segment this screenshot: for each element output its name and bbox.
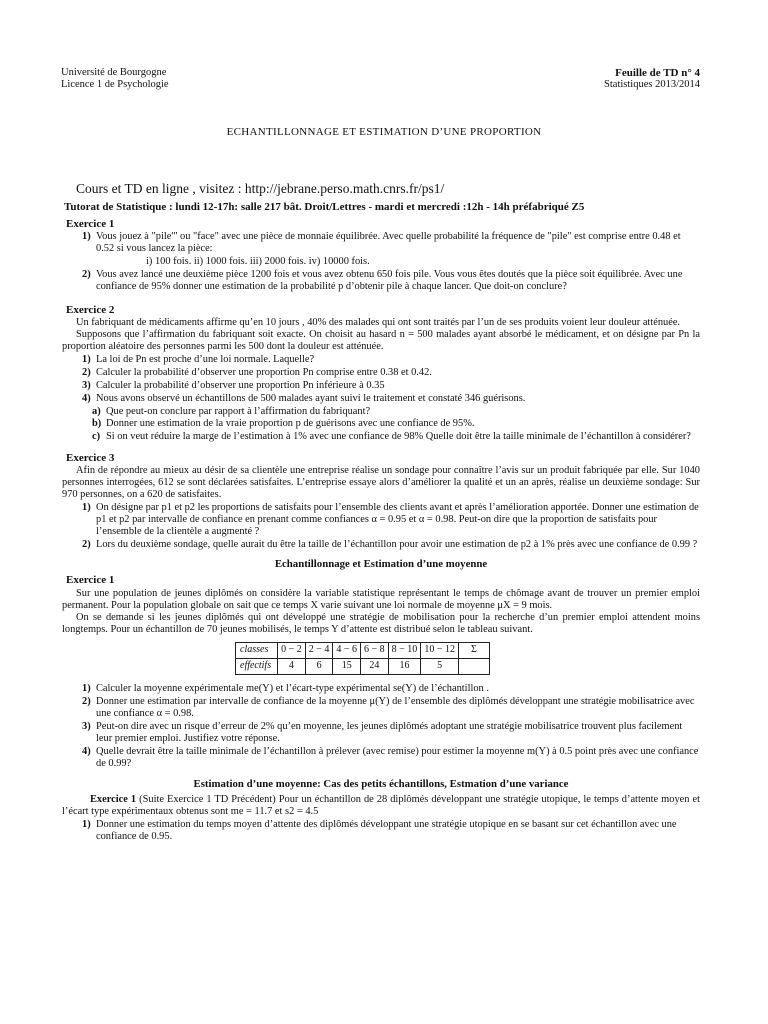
table-cell [458,658,489,674]
table-cell: 2 − 4 [305,642,333,658]
paragraph: Un fabriquant de médicaments affirme qu’en 10 jours , 40% des malades qui ont sont traités par l’un de ses produits voient leur douleur atténuée. [76,316,681,328]
table-cell: Σ [458,642,489,658]
document-title: ECHANTILLONNAGE ET ESTIMATION D’UNE PROPORTION [226,126,542,138]
table-cell: 4 − 6 [333,642,361,658]
question [62,380,700,392]
question [62,696,700,720]
question-text: Calculer la probabilité d’observer une proportion Pn inférieure à 0.35 [96,380,385,392]
question-number: 3) [82,721,91,733]
exercise-title: Exercice 1 [66,218,115,230]
table-row-label: effectifs [236,658,278,674]
sheet-number: Feuille de TD n° 4 [615,67,700,79]
tutorat-line: Tutorat de Statistique : lundi 12-17h: salle 217 bât. Droit/Lettres - mardi et mercredi :12h - 14h préfabriqué Z5 [64,201,585,213]
question [62,819,700,843]
question-text: Quelle devrait être la taille minimale de l’échantillon à prélever (avec remise) pour estimer la moyenne m(Y) à 0.5 point près avec une confiance de 0.99? [96,746,699,770]
subquestion-text: Que peut-on conclure par rapport à l’affirmation du fabriquant? [106,406,371,418]
exercise-title: Exercice 2 [66,303,115,316]
question-number: 2) [82,696,91,707]
question [62,683,700,695]
question-text: Nous avons observé un échantillons de 500 malades ayant suivi le traitement et constaté 346 guérisons. [96,393,526,405]
question-text: Vous jouez à "pile"' ou "face" avec une pièce de monnaie équilibrée. Avec quelle probabilité la fréquence de "pile" est comprise entre 0.48 et 0.52 si vous lancez la pièce: [96,231,681,255]
question [62,502,700,538]
question-number: 2) [82,367,91,379]
question-text: On désigne par p1 et p2 les proportions de satisfaits pour l’ensemble des clients avant et après l’amélioration apportée. Donner une estimation de p1 et p2 par intervalle de confiance en prenant comme confiances α = 0.95 et α = 0.98. Peut-on dire que la proportion de satisfaits pour l’ensemble de la clientèle a augmenté ? [96,501,699,538]
subquestion-text: Si on veut réduire la marge de l’estimation à 1% avec une confiance de 98% Quelle doit être la taille minimale de l’échantillon à considérer? [106,430,691,442]
question [62,269,700,293]
question-text: Vous avez lancé une deuxième pièce 1200 fois et vous avez obtenu 650 fois pile. Vous vous êtes doutés que la pièce soit équilibrée. Avec une confiance de 95% donner une estimation de la probabilité p d’obtenir pile à chaque lancer. Que doit-on conclure? [96,269,683,293]
course-level: Licence 1 de Psychologie [61,79,169,90]
exercise-intro: (Suite Exercice 1 TD Précédent) Pour un échantillon de 28 diplômés développant une stratégie utopique, le temps d’attente moyen et l’écart type expérimentaux obtenus sont me = 11.7 et s2 = 4.5 [62,793,700,817]
website-line: Cours et TD en ligne , visitez : http://jebrane.perso.math.cnrs.fr/ps1/ [76,181,445,196]
table-cell: 6 [305,658,333,674]
question [62,231,700,255]
table-row-label: classes [236,642,278,658]
question-number: 1) [82,231,91,243]
table-cell: 4 [278,658,306,674]
exercise-title: Exercice 1 [90,793,137,805]
table-cell: 10 − 12 [421,642,459,658]
exercise-title: Exercice 1 [66,574,115,587]
table-row [236,658,490,674]
table-cell: 0 − 2 [278,642,306,658]
header-right [604,67,700,91]
paragraph: Supposons que l’affirmation du fabriquant soit exacte. On choisit au hasard n = 500 malades ayant absorbé le médicament, et on désigne par Pn la proportion aléatoire des personnes parmi les 500 dont la douleur est atténuée. [62,328,700,352]
question-number: 2) [82,269,91,281]
university-name: Université de Bourgogne [61,67,167,78]
header-left [61,67,169,91]
question [62,354,700,366]
paragraph [62,794,700,818]
section-title: Estimation d’une moyenne: Cas des petits échantillons, Estmation d’une variance [193,777,569,790]
question [62,746,700,770]
question [62,721,700,745]
question-text: Lors du deuxième sondage, quelle aurait du être la taille de l’échantillon pour avoir une estimation de p2 à 1% près avec une confiance de 0.99 ? [96,539,698,551]
frequency-table [235,642,490,675]
subquestion-text: Donner une estimation de la vraie proportion p de guérisons avec une confiance de 95%. [106,418,475,430]
section-title: Echantillonnage et Estimation d’une moyenne [274,558,488,571]
subquestion [62,406,700,418]
subquestion [62,418,700,430]
subquestion-letter: a) [92,406,101,418]
table-cell: 8 − 10 [388,642,421,658]
question-text: Calculer la probabilité d’observer une proportion Pn comprise entre 0.38 et 0.42. [96,367,432,379]
question-text: La loi de Pn est proche d’une loi normale. Laquelle? [96,353,315,365]
question-number: 1) [82,818,91,830]
table-cell: 5 [421,658,459,674]
question-number: 2) [82,539,91,551]
paragraph: On se demande si les jeunes diplômés qui ont développé une stratégie de mobilisation pour la recherche d’un premier emploi attendent moins longtemps. Pour un échantillon de 70 jeunes mobilisés, le temps Y d’attente est distribué selon le tableau suivant. [62,611,700,635]
course-year: Statistiques 2013/2014 [604,79,700,90]
exercise-title: Exercice 3 [66,451,115,464]
subquestion [62,431,700,443]
question-text: Donner une estimation par intervalle de confiance de la moyenne μ(Y) de l’ensemble des diplômés développant une stratégie mobilisatrice avec une confiance α = 0.98. [96,696,695,720]
document-body [62,216,700,844]
question-number: 1) [82,682,91,694]
table-cell: 24 [361,658,389,674]
question-text: Peut-on dire avec un risque d’erreur de 2% qu’en moyenne, les jeunes diplômés adoptant une stratégie mobilisatrice trouvent plus facilement leur premier emploi. Justifiez votre réponse. [96,721,683,745]
question-number: 4) [82,746,91,758]
question-text: Calculer la moyenne expérimentale me(Y) et l’écart-type expérimental se(Y) de l’échantillon . [96,682,489,694]
table-cell: 15 [333,658,361,674]
question-text: Donner une estimation du temps moyen d’attente des diplômés développant une stratégie utopique en se basant sur cet échantillon avec une confiance de 0.95. [96,818,677,842]
question-number: 3) [82,380,91,392]
question-subitems: i) 100 fois. ii) 1000 fois. iii) 2000 fois. iv) 10000 fois. [146,256,370,268]
table-cell: 6 − 8 [361,642,389,658]
subquestion-letter: b) [92,418,102,430]
paragraph: Afin de répondre au mieux au désir de sa clientèle une entreprise réalise un sondage pour connaître l’avis sur un produit fabriquée par elle. Sur 1040 personnes interrogées, 612 se sont déclarées satisfaites. L’entreprise essaye alors d’améliorer la qualité et un an après, réalise un deuxième sondage: Sur 970 personnes, on a 620 de satisfaites. [62,464,700,500]
table-cell: 16 [388,658,421,674]
question-number: 4) [82,393,91,405]
question [62,367,700,379]
question-number: 1) [82,353,91,365]
table-row [236,642,490,658]
subquestion-letter: c) [92,430,101,442]
paragraph: Sur une population de jeunes diplômés on considère la variable statistique représentant le temps de chômage avant de trouver un premier emploi permanent. Pour la population globale on sait que ce temps X varie suivant une loi normale de moyenne μX = 9 mois. [62,587,700,611]
question-number: 1) [82,501,91,513]
question [62,393,700,405]
question [62,539,700,551]
